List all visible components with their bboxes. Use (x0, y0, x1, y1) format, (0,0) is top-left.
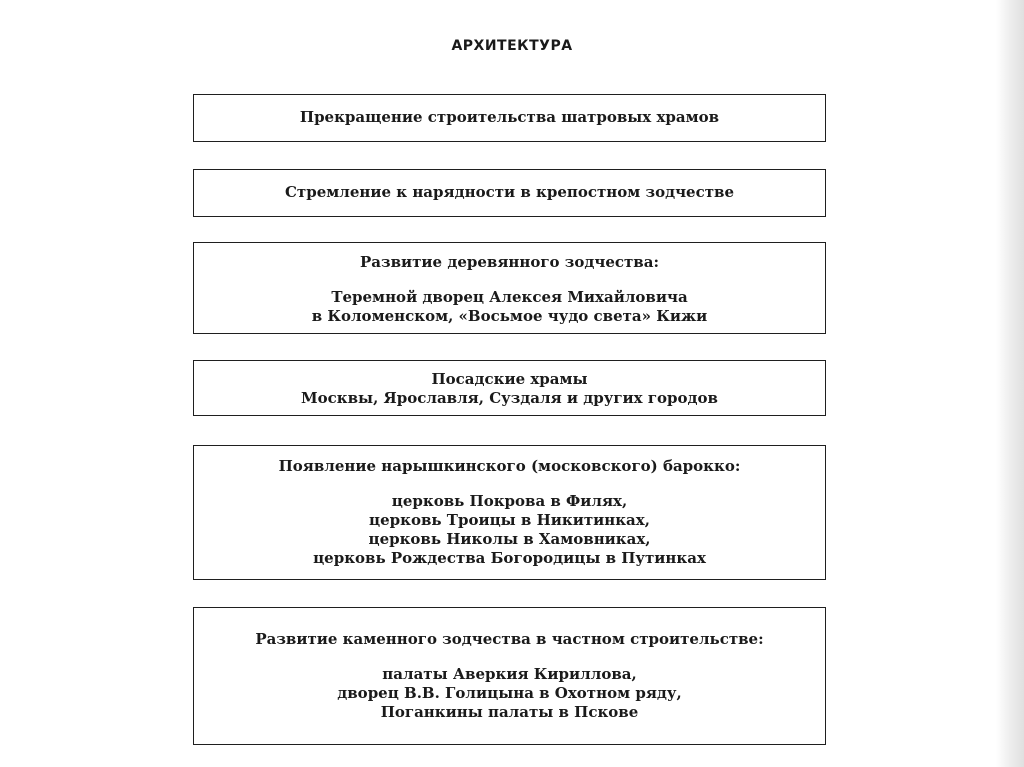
block-detail: дворец В.В. Голицына в Охотном ряду, (337, 684, 682, 702)
block-stone-architecture (193, 607, 826, 745)
block-posad-churches (193, 360, 826, 416)
block-detail: в Коломенском, «Восьмое чудо света» Кижи (311, 307, 708, 325)
block-heading: Стремление к нарядности в крепостном зодчестве (284, 183, 734, 201)
block-wooden-architecture (193, 242, 826, 334)
block-heading: Прекращение строительства шатровых храмов (299, 108, 720, 126)
page-title: АРХИТЕКТУРА (451, 38, 573, 54)
page-edge-shadow (996, 0, 1024, 767)
block-detail: Поганкины палаты в Пскове (380, 703, 639, 721)
block-naryshkin-baroque (193, 445, 826, 580)
block-heading: Развитие каменного зодчества в частном строительстве: (255, 630, 764, 648)
block-detail: церковь Троицы в Никитинках, (369, 511, 650, 529)
block-heading: Появление нарышкинского (московского) барокко: (278, 457, 741, 475)
block-fortress-architecture (193, 169, 826, 217)
block-detail: Москвы, Ярославля, Суздаля и других городов (301, 389, 718, 407)
block-tent-churches (193, 94, 826, 142)
block-detail: палаты Аверкия Кириллова, (382, 665, 637, 683)
block-detail: церковь Покрова в Филях, (391, 492, 628, 510)
block-detail: Теремной дворец Алексея Михайловича (331, 288, 688, 306)
block-heading: Развитие деревянного зодчества: (360, 253, 659, 271)
block-detail: церковь Николы в Хамовниках, (368, 530, 651, 548)
block-heading: Посадские храмы (431, 370, 588, 388)
block-detail: церковь Рождества Богородицы в Путинках (313, 549, 706, 567)
